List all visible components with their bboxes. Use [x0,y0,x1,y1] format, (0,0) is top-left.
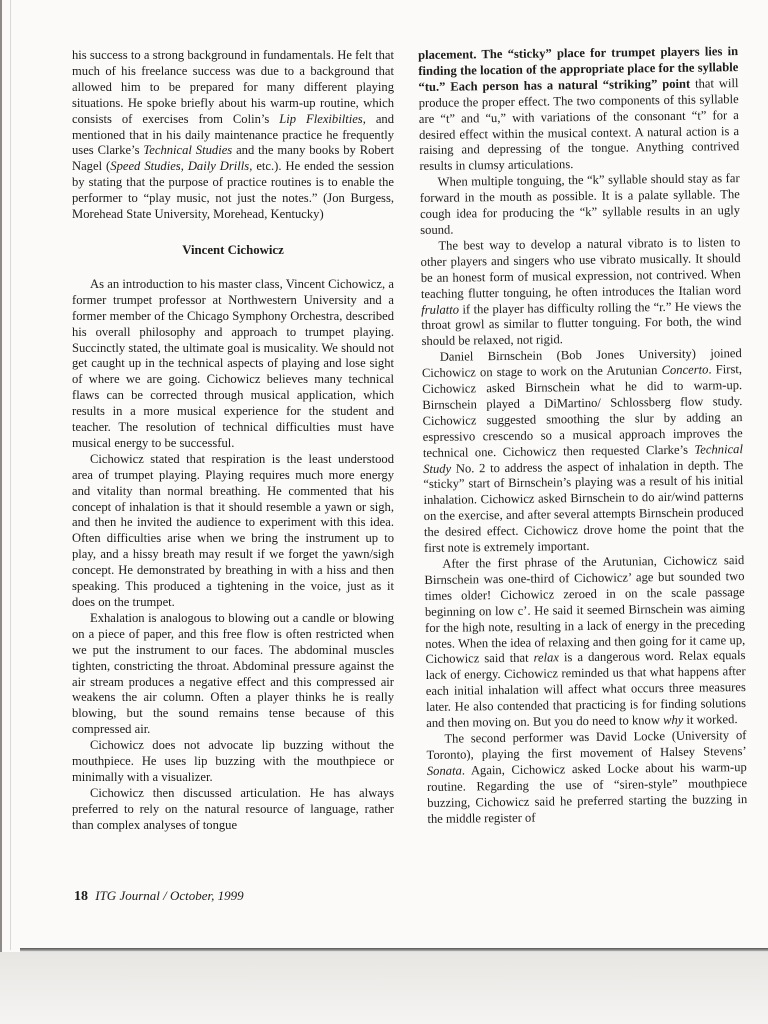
section-heading: Vincent Cichowicz [182,242,284,257]
page-footer [74,888,244,905]
italic-text: Technical Study [423,441,744,476]
paragraph: When multiple tonguing, the “k” syllable should stay as far forward in the mouth as possible. It is a palate syllable. The cough idea for producing the “k” syllable results in an ugly sound. [419,171,741,237]
page-number: 18 [74,889,88,904]
left-column [72,48,394,834]
paragraph: Cichowicz then discussed articulation. He has always preferred to rely on the natural resource of language, rather than complex analyses of tongue [72,785,394,832]
italic-text: frulatto [421,302,460,317]
italic-text: relax [533,650,560,666]
right-column [418,44,747,827]
paragraph: After the first phrase of the Arutunian, Cichowicz said Birnschein was one-third of Cichowicz’ age but sounded two times older! Cichowicz zeroed in on the scale passage beginning on low c’. He said it seemed Birnschein was aiming for the high note, resulting in a lack of energy in the preceding notes. When the idea of relaxing and then going for it came up, Cichowicz said that relax is a dangerous word. Relax equals lack of energy. Cichowicz reminded us that what happens after each initial inhalation will affect what occurs three measures later. He also contended that practicing is for finding solutions and then moving on. But you do need to know why it worked. [424,553,747,731]
paragraph: Cichowicz does not advocate lip buzzing without the mouthpiece. He uses lip buzzing with the mouthpiece or minimally with a visualizer. [72,738,394,784]
scan-background [0,952,768,1024]
paragraph: The second performer was David Locke (University of Toronto), playing the first movement of Halsey Stevens’ Sonata. Again, Cichowicz asked Locke about his warm-up routine. Regarding the use of “siren-style” mouthpiece buzzing, Cichowicz said he preferred starting the buzzing in the middle register of [426,728,748,826]
journal-citation: ITG Journal / October, 1999 [95,888,244,903]
italic-text: Sonata [426,763,462,778]
paragraph: Daniel Birnschein (Bob Jones University) joined Cichowicz on stage to work on the Arutunian Concerto. First, Cichowicz asked Birnschein what he did to warm-up. Birnschein played a DiMartino/ Schlossberg flow study. Cichowicz suggested smoothing the slur by adding an espressivo crescendo so a musical approach improves the technical one. Cichowicz then requested Clarke’s Technical Study No. 2 to address the aspect of inhalation in depth. The “sticky” start of Birnschein’s playing was a result of his initial inhalation. Cichowicz asked Birnschein to do air/wind patterns on the exercise, and after several attempts Birnschein produced the desired effect. Cichowicz drove home the point that the first note is extremely important. [421,346,744,556]
italic-text: why [662,712,684,728]
page-crease [10,0,11,950]
paragraph: Exhalation is analogous to blowing out a candle or blowing on a piece of paper, and this free flow is often restricted when we put the instrument to our faces. The abdominal muscles tighten, constricting the throat. Abdominal pressure against the air stream produces a negative effect and this compressed air weakens the air column. Often a player thinks he is really blowing, but the sound remains tense because of this compressed air. [72,610,394,737]
italic-text: Technical Studies [143,143,233,158]
italic-text: Speed Studies, Daily Drills [110,159,250,174]
italic-text: Lip Flexibilties [279,111,363,126]
paragraph: Cichowicz stated that respiration is the least understood area of trumpet playing. Playing requires much more energy and vitality than normal breathing. He commented that his concept of inhalation is that it should resemble a yawn or sigh, and then he invited the audience to experiment with this idea. Often difficulties arise when we bring the instrument up to play, and a hissy breath may result if we forget the yawn/sigh concept. He demonstrated by breathing in with a hiss and then speaking. This produced a tightening in the voice, just as it does on the trumpet. [72,451,394,609]
bold-text: placement. The “sticky” place for trumpet players lies in finding the location of the appropriate place for the syllable “tu.” Each person has a natural “striking” point [418,44,739,94]
paragraph: placement. The “sticky” place for trumpet players lies in finding the location of the appropriate place for the syllable “tu.” Each person has a natural “striking” point that will produce the proper effect. The two components of this syllable are “t” and “u,” with variations of the consonant “t” for a desired effect within the musical context. A natural action is a raising and depressing of the tongue. Anything contrived results in clumsy articulations. [418,44,740,174]
italic-text: Concerto [661,362,709,378]
paragraph: his success to a strong background in fundamentals. He felt that much of his freelance success was due to a background that allowed him to be prepared for many different playing situations. He spoke briefly about his warm-up routine, which consists of exercises from Colin’s Lip Flexibilties, and mentioned that in his daily maintenance practice he frequently uses Clarke’s Technical Studies and the many books by Robert Nagel (Speed Studies, Daily Drills, etc.). He ended the session by stating that the purpose of practice routines is to enable the performer to “play music, not just the notes.” (Jon Burgess, Morehead State University, Morehead, Kentucky) [72,48,395,222]
paragraph: As an introduction to his master class, Vincent Cichowicz, a former trumpet professor at Northwestern University and a former member of the Chicago Symphony Orchestra, described his overall philosophy and approach to trumpet playing. Succinctly stated, the ultimate goal is musicality. We should not get caught up in the technical aspects of playing and lose sight of where we are going. Cichowicz believes many technical flaws can be corrected through musical application, which results in a more musical experience for the student and teacher. The resolution of technical difficulties must have musical energy to be successful. [72,276,394,450]
paragraph: The best way to develop a natural vibrato is to listen to other players and singers who use vibrato musically. It should be an honest form of musical expression, not contrived. When teaching flutter tonguing, he often introduces the Italian word frulatto if the player has difficulty rolling the “r.” He views the throat growl as similar to flutter tonguing. For both, the wind should be relaxed, not rigid. [420,234,742,349]
